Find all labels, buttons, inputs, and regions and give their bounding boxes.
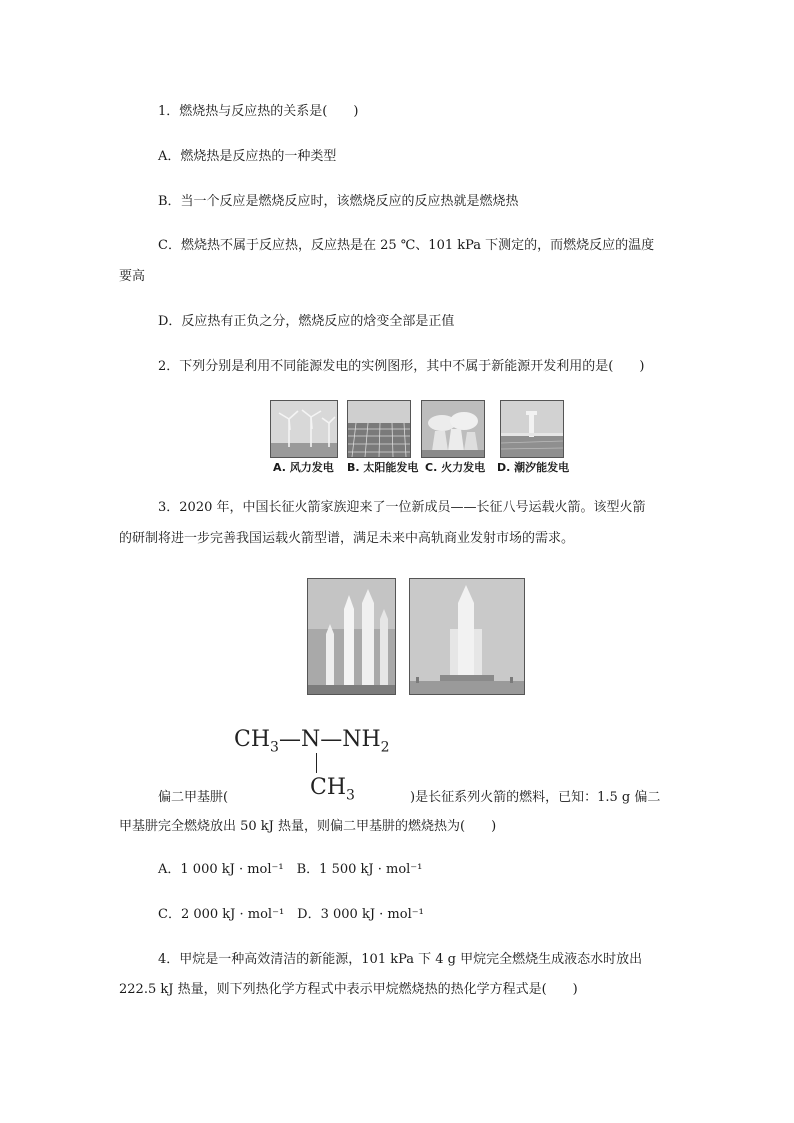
q3-options-ab: A．1 000 kJ · mol⁻¹ B．1 500 kJ · mol⁻¹ xyxy=(158,862,423,877)
q1-option-b: B．当一个反应是燃烧反应时，该燃烧反应的反应热就是燃烧热 xyxy=(158,194,519,209)
q1-option-a: A．燃烧热是反应热的一种类型 xyxy=(158,149,337,164)
q4-line2: 222.5 kJ 热量，则下列热化学方程式中表示甲烷燃烧热的热化学方程式是( ) xyxy=(119,982,578,997)
q1-option-c-line1: C．燃烧热不属于反应热，反应热是在 25 ℃、101 kPa 下测定的，而燃烧反应的温度 xyxy=(158,238,655,253)
rocket-launchpad-image xyxy=(409,578,525,695)
q2-stem: 2．下列分别是利用不同能源发电的实例图形，其中不属于新能源开发利用的是( ) xyxy=(158,359,645,374)
q3-stem-line2: 甲基肼完全燃烧放出 50 kJ 热量，则偏二甲基肼的燃烧热为( ) xyxy=(119,819,497,834)
q4-line1: 4．甲烷是一种高效清洁的新能源，101 kPa 下 4 g 甲烷完全燃烧生成液态水时放出 xyxy=(158,952,643,967)
q3-stem-b: )是长征系列火箭的燃料，已知：1.5 g 偏二 xyxy=(410,790,661,805)
solar-power-image xyxy=(347,400,411,458)
q3-line2: 的研制将进一步完善我国运载火箭型谱，满足未来中高轨商业发射市场的需求。 xyxy=(119,531,575,546)
formula-n-nh: —N—NH xyxy=(278,727,381,752)
formula-top-row xyxy=(234,727,390,755)
q3-stem-a: 偏二甲基肼( xyxy=(158,790,229,805)
wind-power-image xyxy=(270,400,338,458)
formula-bond-vertical xyxy=(316,753,317,773)
formula-bottom-row xyxy=(310,775,355,803)
formula-sub-3: 3 xyxy=(270,739,279,756)
thermal-power-image xyxy=(421,400,485,458)
formula-ch3-left: CH xyxy=(234,727,271,752)
q1-option-c-line2: 要高 xyxy=(119,269,146,284)
q1-stem: 1．燃烧热与反应热的关系是( ) xyxy=(158,104,359,119)
q3-options-cd: C．2 000 kJ · mol⁻¹ D．3 000 kJ · mol⁻¹ xyxy=(158,907,424,922)
caption-thermal: C. 火力发电 xyxy=(425,461,486,474)
q3-line1: 3．2020 年，中国长征火箭家族迎来了一位新成员——长征八号运载火箭。该型火箭 xyxy=(158,500,646,515)
q1-option-d: D．反应热有正负之分，燃烧反应的焓变全部是正值 xyxy=(158,314,455,329)
rocket-models-image xyxy=(307,578,396,695)
caption-wind: A. 风力发电 xyxy=(273,461,334,474)
tidal-power-image xyxy=(500,400,564,458)
caption-tidal: D. 潮汐能发电 xyxy=(497,461,570,474)
caption-solar: B. 太阳能发电 xyxy=(347,461,419,474)
formula-ch3-bottom: CH xyxy=(310,775,347,800)
formula-sub-3b: 3 xyxy=(346,787,355,804)
formula-sub-2: 2 xyxy=(380,739,390,756)
